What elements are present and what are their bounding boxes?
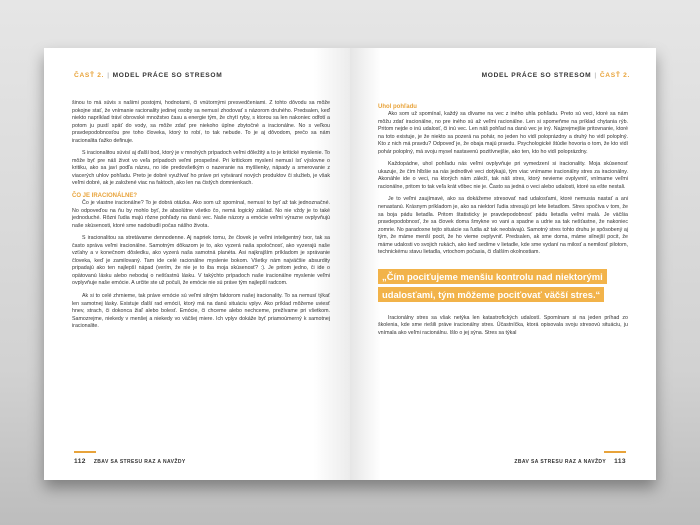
- running-header-right: [482, 72, 630, 79]
- right-page: [350, 48, 656, 480]
- paragraph: Je to veľmi zaujímavé, ako sa dokážeme stresovať nad udalosťami, ktoré nemusia nastať a ani nenastanú. Krásnym príkladom je, ako sa niektorí ľudia stresujú pri lete lietadlom. Stres spočíva v tom, že sa boja pádu lietadla. Pritom štatisticky je pravdepodobnosť pádu lietadla veľmi malá. Je väčšia pravdepodobnosť, že sa človek doma šmykne vo vani a spadne a udrie sa tak nešťastne, že nakoniec zomrie. No paradoxne tejto situácie sa ľudia až tak neobávajú. Samotný stres tohto druhu je spôsobený aj tým, že máme menší pocit, že ho vieme ovplyvniť. Predsalen, ak sme doma, máme silnejší pocit, že máme udalosti vo svojich rukách, ako keď sedíme v lietadle, kde sme vydaní na milosť a nemilosť pilotom, technickému stavu lietadla, vrtochom počasia, či ďalším okolnostiam.: [378, 196, 628, 256]
- book-title: ZBAV SA STRESU RAZ A NAVŽDY: [514, 459, 607, 465]
- page-number: 113: [614, 458, 626, 465]
- running-header-left: [74, 72, 222, 79]
- right-page-body: [378, 100, 628, 440]
- chapter-part: ČASŤ 2.: [599, 72, 630, 79]
- book-title: ZBAV SA STRESU RAZ A NAVŽDY: [93, 459, 186, 465]
- section-heading: Uhol pohľadu: [378, 104, 417, 110]
- footer-accent-bar: [604, 451, 626, 453]
- footer-accent-bar: [74, 451, 96, 453]
- paragraph: šinou to má súvis s našimi postojmi, hodnotami, či vnútornými presvedčeniami. Z tohto dôvodu sa môže pokojne stať, že vnímanie racionality jedinej osoby sa nemusí zhodovať s názorom druhého. Predsalen, keď niekto napríklad tráví obrovské množstvo času a energie tým, že chytí ryby, s ktorou sa len nakoniec odfotí a potom ju pustí späť do vody, sa môže zdať pre niekoho úplne zbytočné a iracionálne. No s veľkou pravdepodobnosťou pre toho človeka, ktorý to robí, to tak nebude. To je aj dôvodom, prečo sa nám iracionalita ťažko definuje.: [72, 100, 330, 144]
- paragraph: S iracionalitou súvisí aj ďalší bod, ktorý je v mnohých prípadoch veľmi dôležitý a to je kritické myslenie. To môže byť pre náš život vo veľa prípadoch veľmi prospešné. Pri kritickom myslení nemusí ísť výslovne o kritiku, ako sa javí podľa názvu, no ide predovšetkým o nazeranie na myšlienky, nápady a smerovanie z viacerých uhlov pohľadu. Preto je dobré využívať ho práve pri vytváraní nových produktov či služieb, je však veľmi dobré, ak je založené viac na faktoch, ako len na čistých domnienkach.: [72, 150, 330, 187]
- left-page-body: [72, 100, 330, 440]
- page-number: 112: [74, 458, 86, 465]
- pull-quote-text: „Čím pociťujeme menšiu kontrolu nad niektorými udalosťami, tým môžeme pociťovať väčší stres.“: [378, 269, 607, 302]
- paragraph: Ak si to celé zhrnieme, tak práve emócie sú veľmi silným faktorom našej iracionality. To sa nemusí týkať len samotnej lásky. Existuje ďalší rad emócií, ktorý má na danú situáciu vplyv. Ako príklad môžeme uviesť hnev, strach, či dokonca žiaľ alebo bolesť. Emócie, či chceme alebo nechceme, prežívame pri všetkom. Samozrejme, niekedy v menšej a niekedy vo väčšej miere. Ich vplyv dokáže byť priamoúmerný k samotnej iracionalite.: [72, 293, 330, 330]
- chapter-title: MODEL PRÁCE SO STRESOM: [112, 72, 223, 79]
- section-heading: ČO JE IRACIONÁLNE?: [72, 193, 138, 200]
- chapter-separator: |: [107, 72, 110, 79]
- left-page: [44, 48, 350, 480]
- book-spread: [44, 48, 656, 480]
- chapter-title: MODEL PRÁCE SO STRESOM: [481, 72, 592, 79]
- paragraph: Čo je vlastne iracionálne? To je dobrá otázka. Ako som už spomínal, nemusí to byť až tak jednoznačné. No odpoveďou na ňu by mohlo byť, že absolútne všetko čo, nemá logický základ. No nie vždy je to také jednoduché. Rôzni ľudia majú rôzne pohľady na danú vec. Naše názory a emócie veľmi výrazne ovplyvňujú naše skúsenosti, ktoré sme nadobudli počas nášho života.: [72, 200, 330, 229]
- chapter-part: ČASŤ 2.: [74, 72, 105, 79]
- paragraph: Iracionálny stres sa však netýka len katastrofických udalostí. Spomínam si na jeden príhad zo školenia, kde sme riešili práve iracionálny stres. Účastníčka, ktorá opisovala svoju stresovú situáciu, ju vnímala ako veľmi racionálnu. Išlo o jej sýna. Stres sa týkal: [378, 314, 628, 336]
- paragraph: S iracionalitou sa stretávame dennodenne. Aj napriek tomu, že človek je veľmi inteligentný tvor, tak sa často správa veľmi iracionálne. Samotným dôkazom je to, ako vyzerá naša spoločnosť, ako vyzerajú naše vzťahy a v konečnom dôsledku, ako vyzerá naša samotná planéta. Asi najkrajším príkladom je správanie človeka, keď je zamilovaný. Tam ide celé racionálne myslenie bokom. Všetky nám najväčšie absurdity pripadajú ako ten najlepší nápad (verím, že nie je to iba moja skúsenosť? :). Je pritom jedno, či ide o opätovanú lásku alebo nebodaj o nešťastnú lásku. V takýchto prípadoch naše iracionálne myslenie veľmi ovplyvňuje naše emócie. A určite ste už počuli, že emócie nie sú práve tým najlepší radcom.: [72, 235, 330, 287]
- pull-quote: [378, 267, 628, 303]
- paragraph: Ako som už spomínal, každý sa dívame na vec z iného uhla pohľadu. Preto sú veci, ktoré sa nám môžu zdať iracionálne, no pre iného sú až veľmi racionálne. Len si spomeňme na príklad chytania rýb. Pritom nejde o inú udalosť, či inú vec. Len náš pohľad na danú vec je iný. Najzrejmejšie pritovnanie, ktoré na toto existuje, je že niekto sa pozerá na pohár, no jeden ho vidí poloprázdny a druhý ho vidí poloplný. Kto z nich má pravdu? Odpoveď je, že obaja majú pravdu. Psychologické štúdie hovoria o tom, že kto vidí pohár poloplný, má svoju mysel nastavenú pozitívnejšie, ako ten, kto ho vidí poloprázdny.: [378, 111, 628, 155]
- paragraph: Každopádne, uhol pohľadu nás veľmi ovplyvňuje pri vymedzení si iracionality. Moja skúsenosť ukazuje, že čím hlbšie sa nás jednotlivé veci dotýkajú, tým viac vnímame iracionálny stres za iracionálny. Akonáhle ide o veci, na ktorých nám záleží, tak náš stres, ktorý nevieme ovplyvniť, vnímame veľmi racionálne, pritom to tak veľa krát vôbec nie je. Často sa jedná o veci alebo udalosti, ktoré sa ešte nestali.: [378, 161, 628, 190]
- chapter-separator: |: [594, 72, 597, 79]
